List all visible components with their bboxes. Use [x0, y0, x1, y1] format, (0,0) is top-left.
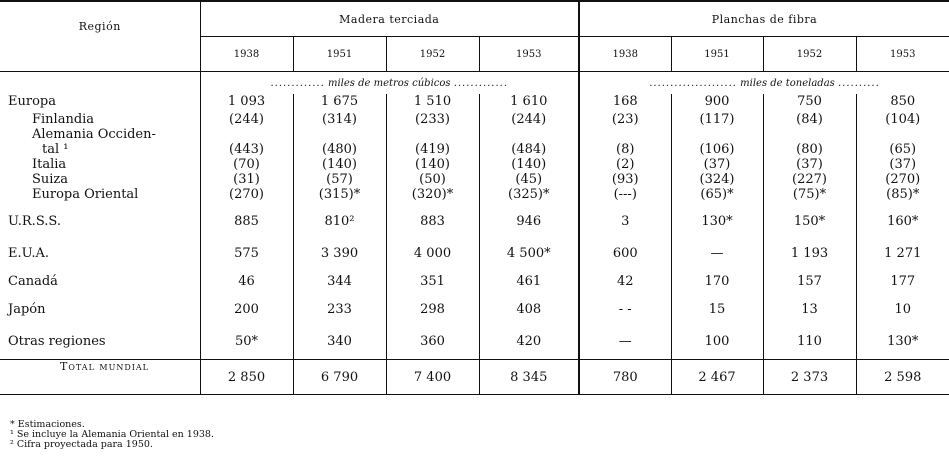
table-cell: (244) — [479, 112, 579, 127]
table-cell: 340 — [293, 323, 386, 360]
table-cell: (480) — [293, 127, 386, 157]
units-fibreboard: miles de toneladas — [740, 77, 835, 89]
table-cell: (31) — [233, 172, 260, 187]
year-header: 1938 — [579, 37, 671, 72]
table-cell: 1 193 — [763, 239, 856, 267]
table-cell: 600 — [579, 239, 671, 267]
table-cell: (8) — [579, 127, 671, 157]
table-cell: (37) — [856, 157, 949, 172]
table-cell: (70) — [233, 157, 260, 172]
region-label: Otras regiones — [0, 323, 200, 360]
table-cell: 900 — [671, 94, 763, 112]
table-row — [0, 360, 949, 395]
table-cell: 100 — [671, 323, 763, 360]
table-cell: (270) — [856, 172, 949, 187]
region-label: Suiza — [0, 172, 200, 187]
group-header-plywood: Madera terciada — [200, 1, 579, 37]
region-label: Europa Oriental — [0, 187, 200, 203]
table-cell: (23) — [579, 112, 671, 127]
region-label-line: Alemania Occiden- — [32, 127, 156, 142]
table-cell: 575 — [234, 245, 259, 261]
region-label: Japón — [0, 295, 200, 323]
table-cell: 810² — [293, 203, 386, 239]
table-cell: 10 — [856, 295, 949, 323]
units-plywood: miles de metros cúbicos — [327, 77, 451, 89]
table-cell: 110 — [763, 323, 856, 360]
table-cell: 13 — [763, 295, 856, 323]
table-cell: 200 — [234, 301, 259, 317]
region-label-line: tal ¹ — [42, 142, 69, 157]
table-cell: 1 093 — [227, 94, 266, 109]
table-cell: (---) — [579, 187, 671, 203]
table-cell: (140) — [386, 157, 479, 172]
table-row — [0, 94, 949, 112]
year-header: 1952 — [763, 37, 856, 72]
table-cell: (443) — [229, 142, 264, 157]
table-cell: (117) — [671, 112, 763, 127]
table-row — [0, 295, 949, 323]
table-row — [0, 112, 949, 127]
table-cell: (84) — [763, 112, 856, 127]
table-cell: 3 — [579, 203, 671, 239]
table-row — [0, 239, 949, 267]
table-cell: 170 — [671, 267, 763, 295]
table-cell: 8 345 — [479, 360, 579, 395]
table-cell: (314) — [293, 112, 386, 127]
table-cell: 1 610 — [479, 94, 579, 112]
year-header: 1953 — [479, 37, 579, 72]
table-cell: (325)* — [479, 187, 579, 203]
table-cell: 157 — [763, 267, 856, 295]
table-cell: (37) — [763, 157, 856, 172]
table-cell: - - — [579, 295, 671, 323]
region-label — [0, 127, 200, 157]
table-cell: 885 — [234, 213, 259, 229]
group-header-fibreboard: Planchas de fibra — [579, 1, 949, 37]
data-table: Región Madera terciada Planchas de fibra 1938 1951 1952 1953 1938 1951 1952 1953 ............. miles de metros cúbicos ............. ..................... miles de toneladas .......... Europa 1 093 1 675 1 510 1 610 168 900 750 850 Finlandia (244) (314) (233) (244) (23) (117) (84) (104) Alemania Occiden- tal ¹ (443) (480) (419) (484) (8) (106) (80) (65) Italia (70) (140) (140) (140) (2) (37) (37) (37) Suiza (31) (57) (50) (45) (93) (324) (227) (270) Europa Oriental (270) (315)* (320)* (325)* (---) (65)* (75)* (85)* U.R.S.S. 885 810² 883 946 3 130* 150* 160* E.U.A. 575 3 390 4 000 4 500* 600 — 1 193 1 271 Canadá 46 344 351 461 42 170 157 177 Japón 200 233 298 408 - - 15 13 10 Otras regiones 50* 340 360 420 — 100 110 130* Total mundial 2 850 6 790 7 400 8 345 780 2 467 2 373 2 598 — [0, 0, 949, 395]
table-cell: (93) — [579, 172, 671, 187]
table-cell: 2 850 — [200, 360, 293, 395]
table-cell: 1 675 — [293, 94, 386, 112]
year-header: 1953 — [856, 37, 949, 72]
table-cell: 177 — [856, 267, 949, 295]
table-cell: 1 271 — [856, 239, 949, 267]
table-cell: 4 500* — [479, 239, 579, 267]
table-cell: (244) — [229, 112, 264, 127]
region-label: Total mundial — [0, 360, 200, 395]
table-cell: 3 390 — [293, 239, 386, 267]
footnote: * Estimaciones. — [10, 419, 85, 430]
table-cell: (45) — [479, 172, 579, 187]
table-cell: (140) — [479, 157, 579, 172]
table-cell: 4 000 — [386, 239, 479, 267]
region-label: Europa — [0, 94, 200, 112]
table-cell: 130* — [671, 203, 763, 239]
table-cell: 2 467 — [671, 360, 763, 395]
table-cell: (270) — [229, 187, 264, 202]
table-cell: 461 — [479, 267, 579, 295]
table-cell: 168 — [579, 94, 671, 112]
table-cell: (324) — [671, 172, 763, 187]
table-cell: (75)* — [763, 187, 856, 203]
table-cell: (104) — [856, 112, 949, 127]
year-header: 1951 — [671, 37, 763, 72]
table-cell: 150* — [763, 203, 856, 239]
table-row — [0, 127, 949, 157]
table-cell: (65) — [856, 127, 949, 157]
table-cell: 1 510 — [386, 94, 479, 112]
table-cell: (227) — [763, 172, 856, 187]
year-header: 1951 — [293, 37, 386, 72]
table-cell: 2 373 — [763, 360, 856, 395]
table-cell: 344 — [293, 267, 386, 295]
table-cell: 42 — [579, 267, 671, 295]
region-label: U.R.S.S. — [0, 203, 200, 239]
table-cell: — — [579, 323, 671, 360]
table-cell: 130* — [856, 323, 949, 360]
table-cell: 780 — [579, 360, 671, 395]
table-row — [0, 187, 949, 203]
table-cell: (65)* — [671, 187, 763, 203]
table-row — [0, 172, 949, 187]
footnote: ¹ Se incluye la Alemania Oriental en 1938. — [10, 429, 214, 440]
table-row — [0, 157, 949, 172]
footnotes — [10, 420, 214, 450]
table-cell: 6 790 — [293, 360, 386, 395]
table-cell: (484) — [479, 127, 579, 157]
table-row — [0, 323, 949, 360]
table-cell: (85)* — [856, 187, 949, 203]
table-cell: (233) — [386, 112, 479, 127]
table-cell: — — [671, 239, 763, 267]
year-header: 1938 — [200, 37, 293, 72]
table-cell: (57) — [293, 172, 386, 187]
table-cell: (315)* — [293, 187, 386, 203]
table-cell: 233 — [293, 295, 386, 323]
table-cell: 2 598 — [856, 360, 949, 395]
table-cell: (320)* — [386, 187, 479, 203]
region-label: Finlandia — [0, 112, 200, 127]
table-cell: 360 — [386, 323, 479, 360]
table-cell: 351 — [386, 267, 479, 295]
year-header: 1952 — [386, 37, 479, 72]
footnote: ² Cifra proyectada para 1950. — [10, 439, 153, 450]
table-cell: 946 — [479, 203, 579, 239]
table-cell: 850 — [856, 94, 949, 112]
region-header: Región — [0, 1, 200, 72]
table-cell: 408 — [479, 295, 579, 323]
table-cell: 420 — [479, 323, 579, 360]
table-cell: (50) — [386, 172, 479, 187]
table-cell: (419) — [386, 127, 479, 157]
table-cell: 15 — [671, 295, 763, 323]
table-cell: (2) — [579, 157, 671, 172]
region-label: E.U.A. — [0, 239, 200, 267]
table-cell: (140) — [293, 157, 386, 172]
table-cell: 160* — [856, 203, 949, 239]
table-cell: 7 400 — [386, 360, 479, 395]
table-row — [0, 267, 949, 295]
region-label: Italia — [0, 157, 200, 172]
table-cell: 46 — [238, 273, 255, 289]
table-cell: (106) — [671, 127, 763, 157]
table-cell: 883 — [386, 203, 479, 239]
table-row — [0, 203, 949, 239]
table-cell: 298 — [386, 295, 479, 323]
table-cell: 50* — [234, 333, 259, 349]
table-cell: 750 — [763, 94, 856, 112]
table-cell: (37) — [671, 157, 763, 172]
region-label: Canadá — [0, 267, 200, 295]
table-cell: (80) — [763, 127, 856, 157]
